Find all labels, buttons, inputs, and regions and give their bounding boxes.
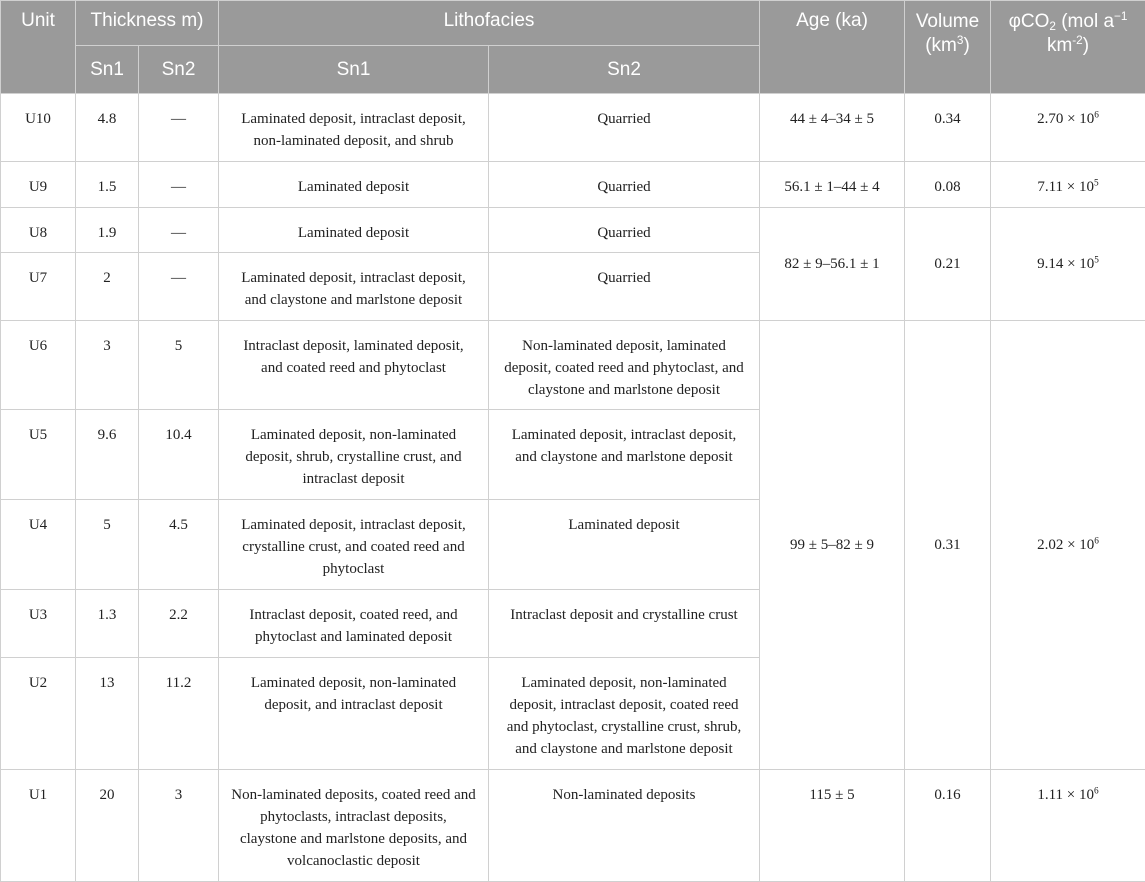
cell-age: 115 ± 5	[760, 770, 905, 882]
cell-lithofacies-sn2: Laminated deposit	[489, 500, 760, 590]
cell-unit: U4	[1, 500, 76, 590]
cell-thickness-sn1: 9.6	[76, 410, 139, 500]
cell-thickness-sn1: 1.3	[76, 590, 139, 658]
cell-lithofacies-sn2: Quarried	[489, 253, 760, 321]
cell-lithofacies-sn1: Intraclast deposit, coated reed, and phytoclast and laminated deposit	[219, 590, 489, 658]
cell-age: 99 ± 5–82 ± 9	[760, 321, 905, 770]
cell-lithofacies-sn2: Quarried	[489, 162, 760, 208]
cell-thickness-sn2: —	[139, 94, 219, 162]
cell-unit: U3	[1, 590, 76, 658]
header-age: Age (ka)	[760, 1, 905, 94]
cell-volume: 0.16	[905, 770, 991, 882]
header-thickness-sn2: Sn2	[139, 46, 219, 94]
header-phi-co2: φCO$_2$ (mol $a^{-1}$ $km^{-2}$)	[991, 1, 1145, 94]
cell-thickness-sn2: 10.4	[139, 410, 219, 500]
cell-phi-co2: $1.11 \times 10^6$	[991, 770, 1145, 882]
cell-lithofacies-sn1: Laminated deposit, intraclast deposit, and claystone and marlstone deposit	[219, 253, 489, 321]
cell-unit: U1	[1, 770, 76, 882]
table-row	[1, 162, 1145, 208]
cell-unit: U6	[1, 321, 76, 410]
cell-thickness-sn2: —	[139, 253, 219, 321]
cell-phi-co2: $7.11 \times 10^5$	[991, 162, 1145, 208]
cell-lithofacies-sn2: Non-laminated deposits	[489, 770, 760, 882]
cell-lithofacies-sn2: Laminated deposit, intraclast deposit, and claystone and marlstone deposit	[489, 410, 760, 500]
cell-lithofacies-sn2: Intraclast deposit and crystalline crust	[489, 590, 760, 658]
cell-unit: U8	[1, 208, 76, 253]
cell-thickness-sn1: 2	[76, 253, 139, 321]
cell-thickness-sn2: 11.2	[139, 658, 219, 770]
cell-phi-co2: $2.70 \times 10^6$	[991, 94, 1145, 162]
cell-unit: U5	[1, 410, 76, 500]
cell-phi-co2: $9.14 \times 10^5$	[991, 208, 1145, 321]
cell-volume: 0.34	[905, 94, 991, 162]
cell-volume: 0.31	[905, 321, 991, 770]
cell-lithofacies-sn1: Laminated deposit, intraclast deposit, non-laminated deposit, and shrub	[219, 94, 489, 162]
cell-unit: U7	[1, 253, 76, 321]
cell-age: 82 ± 9–56.1 ± 1	[760, 208, 905, 321]
cell-thickness-sn1: 4.8	[76, 94, 139, 162]
cell-thickness-sn2: —	[139, 162, 219, 208]
cell-thickness-sn2: —	[139, 208, 219, 253]
table-row	[1, 321, 1145, 410]
cell-unit: U10	[1, 94, 76, 162]
cell-lithofacies-sn1: Laminated deposit, non-laminated deposit, and intraclast deposit	[219, 658, 489, 770]
cell-unit: U2	[1, 658, 76, 770]
cell-volume: 0.08	[905, 162, 991, 208]
cell-lithofacies-sn2: Quarried	[489, 94, 760, 162]
header-volume: Volume $(km^3)$	[905, 1, 991, 94]
cell-lithofacies-sn1: Laminated deposit, intraclast deposit, crystalline crust, and coated reed and phytoclast	[219, 500, 489, 590]
cell-unit: U9	[1, 162, 76, 208]
cell-thickness-sn1: 1.9	[76, 208, 139, 253]
cell-lithofacies-sn1: Intraclast deposit, laminated deposit, and coated reed and phytoclast	[219, 321, 489, 410]
cell-lithofacies-sn2: Quarried	[489, 208, 760, 253]
header-thickness: Thickness m)	[76, 1, 219, 46]
header-thickness-sn1: Sn1	[76, 46, 139, 94]
header-lithofacies-sn1: Sn1	[219, 46, 489, 94]
header-lithofacies-sn2: Sn2	[489, 46, 760, 94]
header-unit: Unit	[1, 1, 76, 94]
cell-lithofacies-sn2: Laminated deposit, non-laminated deposit, intraclast deposit, coated reed and phytoclast, crystalline crust, shrub, and claystone and marlstone deposit	[489, 658, 760, 770]
table-row	[1, 94, 1145, 162]
cell-thickness-sn2: 3	[139, 770, 219, 882]
cell-thickness-sn2: 4.5	[139, 500, 219, 590]
table-row	[1, 208, 1145, 253]
cell-phi-co2: $2.02 \times 10^6$	[991, 321, 1145, 770]
cell-lithofacies-sn1: Laminated deposit, non-laminated deposit, shrub, crystalline crust, and intraclast deposit	[219, 410, 489, 500]
cell-volume: 0.21	[905, 208, 991, 321]
header-lithofacies: Lithofacies	[219, 1, 760, 46]
cell-thickness-sn1: 13	[76, 658, 139, 770]
cell-thickness-sn1: 1.5	[76, 162, 139, 208]
cell-thickness-sn1: 20	[76, 770, 139, 882]
cell-lithofacies-sn1: Laminated deposit	[219, 162, 489, 208]
cell-thickness-sn2: 5	[139, 321, 219, 410]
cell-lithofacies-sn1: Laminated deposit	[219, 208, 489, 253]
cell-age: 44 ± 4–34 ± 5	[760, 94, 905, 162]
table-row	[1, 770, 1145, 882]
cell-thickness-sn1: 3	[76, 321, 139, 410]
cell-lithofacies-sn2: Non-laminated deposit, laminated deposit, coated reed and phytoclast, and claystone and marlstone deposit	[489, 321, 760, 410]
cell-thickness-sn1: 5	[76, 500, 139, 590]
cell-thickness-sn2: 2.2	[139, 590, 219, 658]
cell-age: 56.1 ± 1–44 ± 4	[760, 162, 905, 208]
cell-lithofacies-sn1: Non-laminated deposits, coated reed and phytoclasts, intraclast deposits, claystone and marlstone deposits, and volcanoclastic deposit	[219, 770, 489, 882]
